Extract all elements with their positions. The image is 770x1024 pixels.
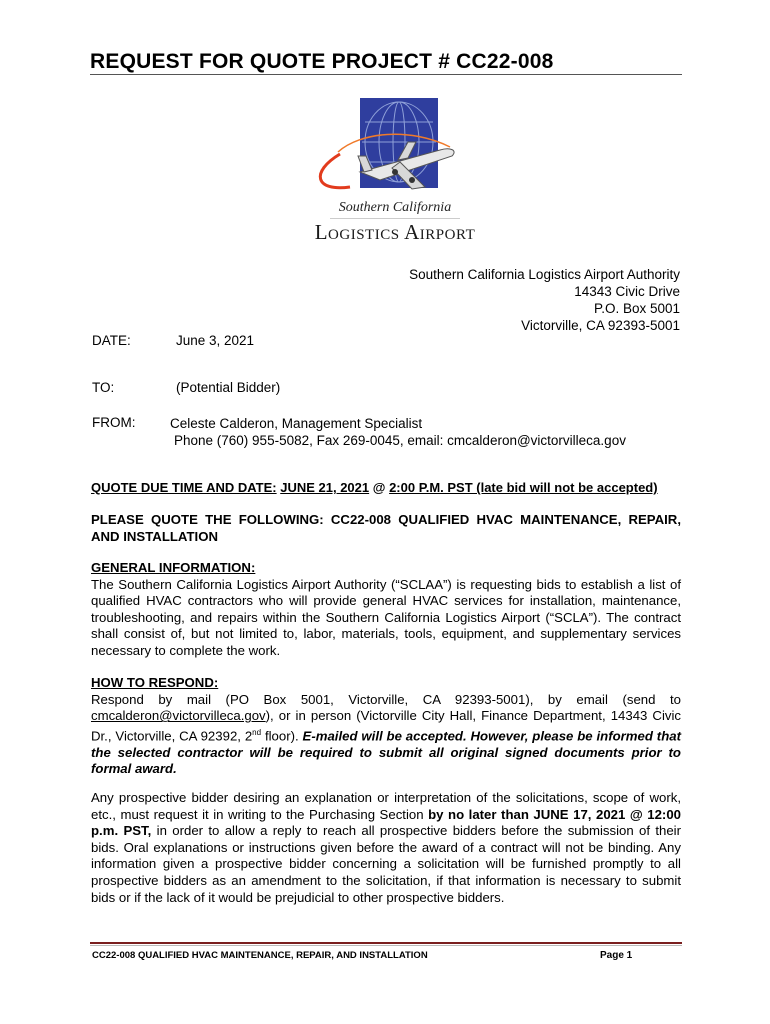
address-block bbox=[409, 266, 680, 334]
address-po: P.O. Box 5001 bbox=[593, 301, 680, 316]
quote-due-label: QUOTE DUE TIME AND DATE: bbox=[91, 480, 277, 495]
quote-due-line bbox=[91, 480, 681, 497]
address-org: Southern California Logistics Airport Authority bbox=[409, 267, 680, 282]
sclaa-logo bbox=[300, 92, 490, 252]
inquiry-deadline: by no later than JUNE 17, 2021 @ 12:00 p.m. PST, bbox=[91, 806, 681, 839]
logo-line2: Logistics Airport bbox=[314, 220, 476, 244]
to-value: (Potential Bidder) bbox=[176, 380, 281, 395]
logo-orbit-swoosh bbox=[320, 154, 350, 188]
date-label: DATE: bbox=[92, 333, 131, 348]
respond-email-link[interactable]: cmcalderon@victorvilleca.gov bbox=[91, 708, 266, 724]
address-street: 14343 Civic Drive bbox=[574, 284, 680, 299]
address-city: Victorville, CA 92393-5001 bbox=[521, 318, 680, 333]
page-title: REQUEST FOR QUOTE PROJECT # CC22-008 bbox=[90, 50, 554, 73]
logo-divider bbox=[330, 218, 460, 219]
quote-due-time: 2:00 P.M. PST (late bid will not be accepted) bbox=[389, 480, 658, 495]
footer-rule bbox=[90, 942, 682, 944]
general-heading: GENERAL INFORMATION: bbox=[91, 560, 256, 575]
respond-emphasis: E-mailed will be accepted. However, please be informed that the selected contractor will be required to submit all original signed documents prior to formal award. bbox=[91, 728, 681, 777]
date-value: June 3, 2021 bbox=[176, 333, 255, 348]
inquiry-paragraph bbox=[91, 790, 681, 906]
please-quote: PLEASE QUOTE THE FOLLOWING: CC22-008 QUALIFIED HVAC MAINTENANCE, REPAIR, AND INSTALLATION bbox=[91, 512, 681, 544]
from-block bbox=[170, 415, 626, 449]
footer-project: CC22-008 QUALIFIED HVAC MAINTENANCE, REPAIR, AND INSTALLATION bbox=[92, 950, 428, 961]
footer-rule-thin bbox=[90, 945, 682, 946]
general-body: The Southern California Logistics Airport Authority (“SCLAA”) is requesting bids to establish a list of qualified HVAC contractors who will provide general HVAC services for installation, maintenance, troubleshooting, and repairs within the Southern California Logistics Airport (“SCLA”). The contract shall consist of, but not limited to, labor, materials, tools, equipment, and supplementary services necessary to complete the work. bbox=[91, 576, 681, 658]
respond-heading: HOW TO RESPOND: bbox=[91, 675, 219, 690]
title-divider bbox=[90, 74, 682, 75]
respond-part3: floor). bbox=[261, 728, 303, 744]
inquiry-part2: in order to allow a reply to reach all prospective bidders before the submission of their bids. Oral explanations or instructions given before the award of a contract will not be binding. Any information given a prospective bidder concerning a solicitation will be furnished promptly to all prospective bidders as an amendment to the solicitation, if that information is necessary to submit bids or if the lack of it would be prejudicial to other prospective bidders. bbox=[91, 823, 682, 905]
respond-section bbox=[91, 675, 681, 778]
respond-part1: Respond by mail (PO Box 5001, Victorville, CA 92393-5001), by email (send to bbox=[91, 691, 681, 707]
from-phone: Phone (760) 955-5082, Fax 269-0045, email: cmcalderon@victorvilleca.gov bbox=[174, 433, 626, 448]
respond-part2: ), or in person (Victorville City Hall, Finance Department, 14343 Civic Dr., Victorville, CA 92392, 2 bbox=[91, 708, 681, 744]
logo-line1: Southern California bbox=[338, 200, 452, 215]
from-name: Celeste Calderon, Management Specialist bbox=[170, 416, 423, 431]
general-section bbox=[91, 560, 681, 660]
to-label: TO: bbox=[92, 380, 115, 395]
quote-due-date: JUNE 21, 2021 bbox=[280, 480, 370, 495]
inquiry-part1: Any prospective bidder desiring an explanation or interpretation of the solicitations, scope of work, etc., must request it in writing to the Purchasing Section bbox=[91, 790, 681, 822]
respond-body bbox=[91, 692, 681, 778]
quote-due-at: @ bbox=[372, 480, 386, 495]
from-label: FROM: bbox=[92, 415, 136, 430]
footer-page-number: Page 1 bbox=[600, 950, 633, 961]
respond-sup: nd bbox=[252, 727, 262, 737]
